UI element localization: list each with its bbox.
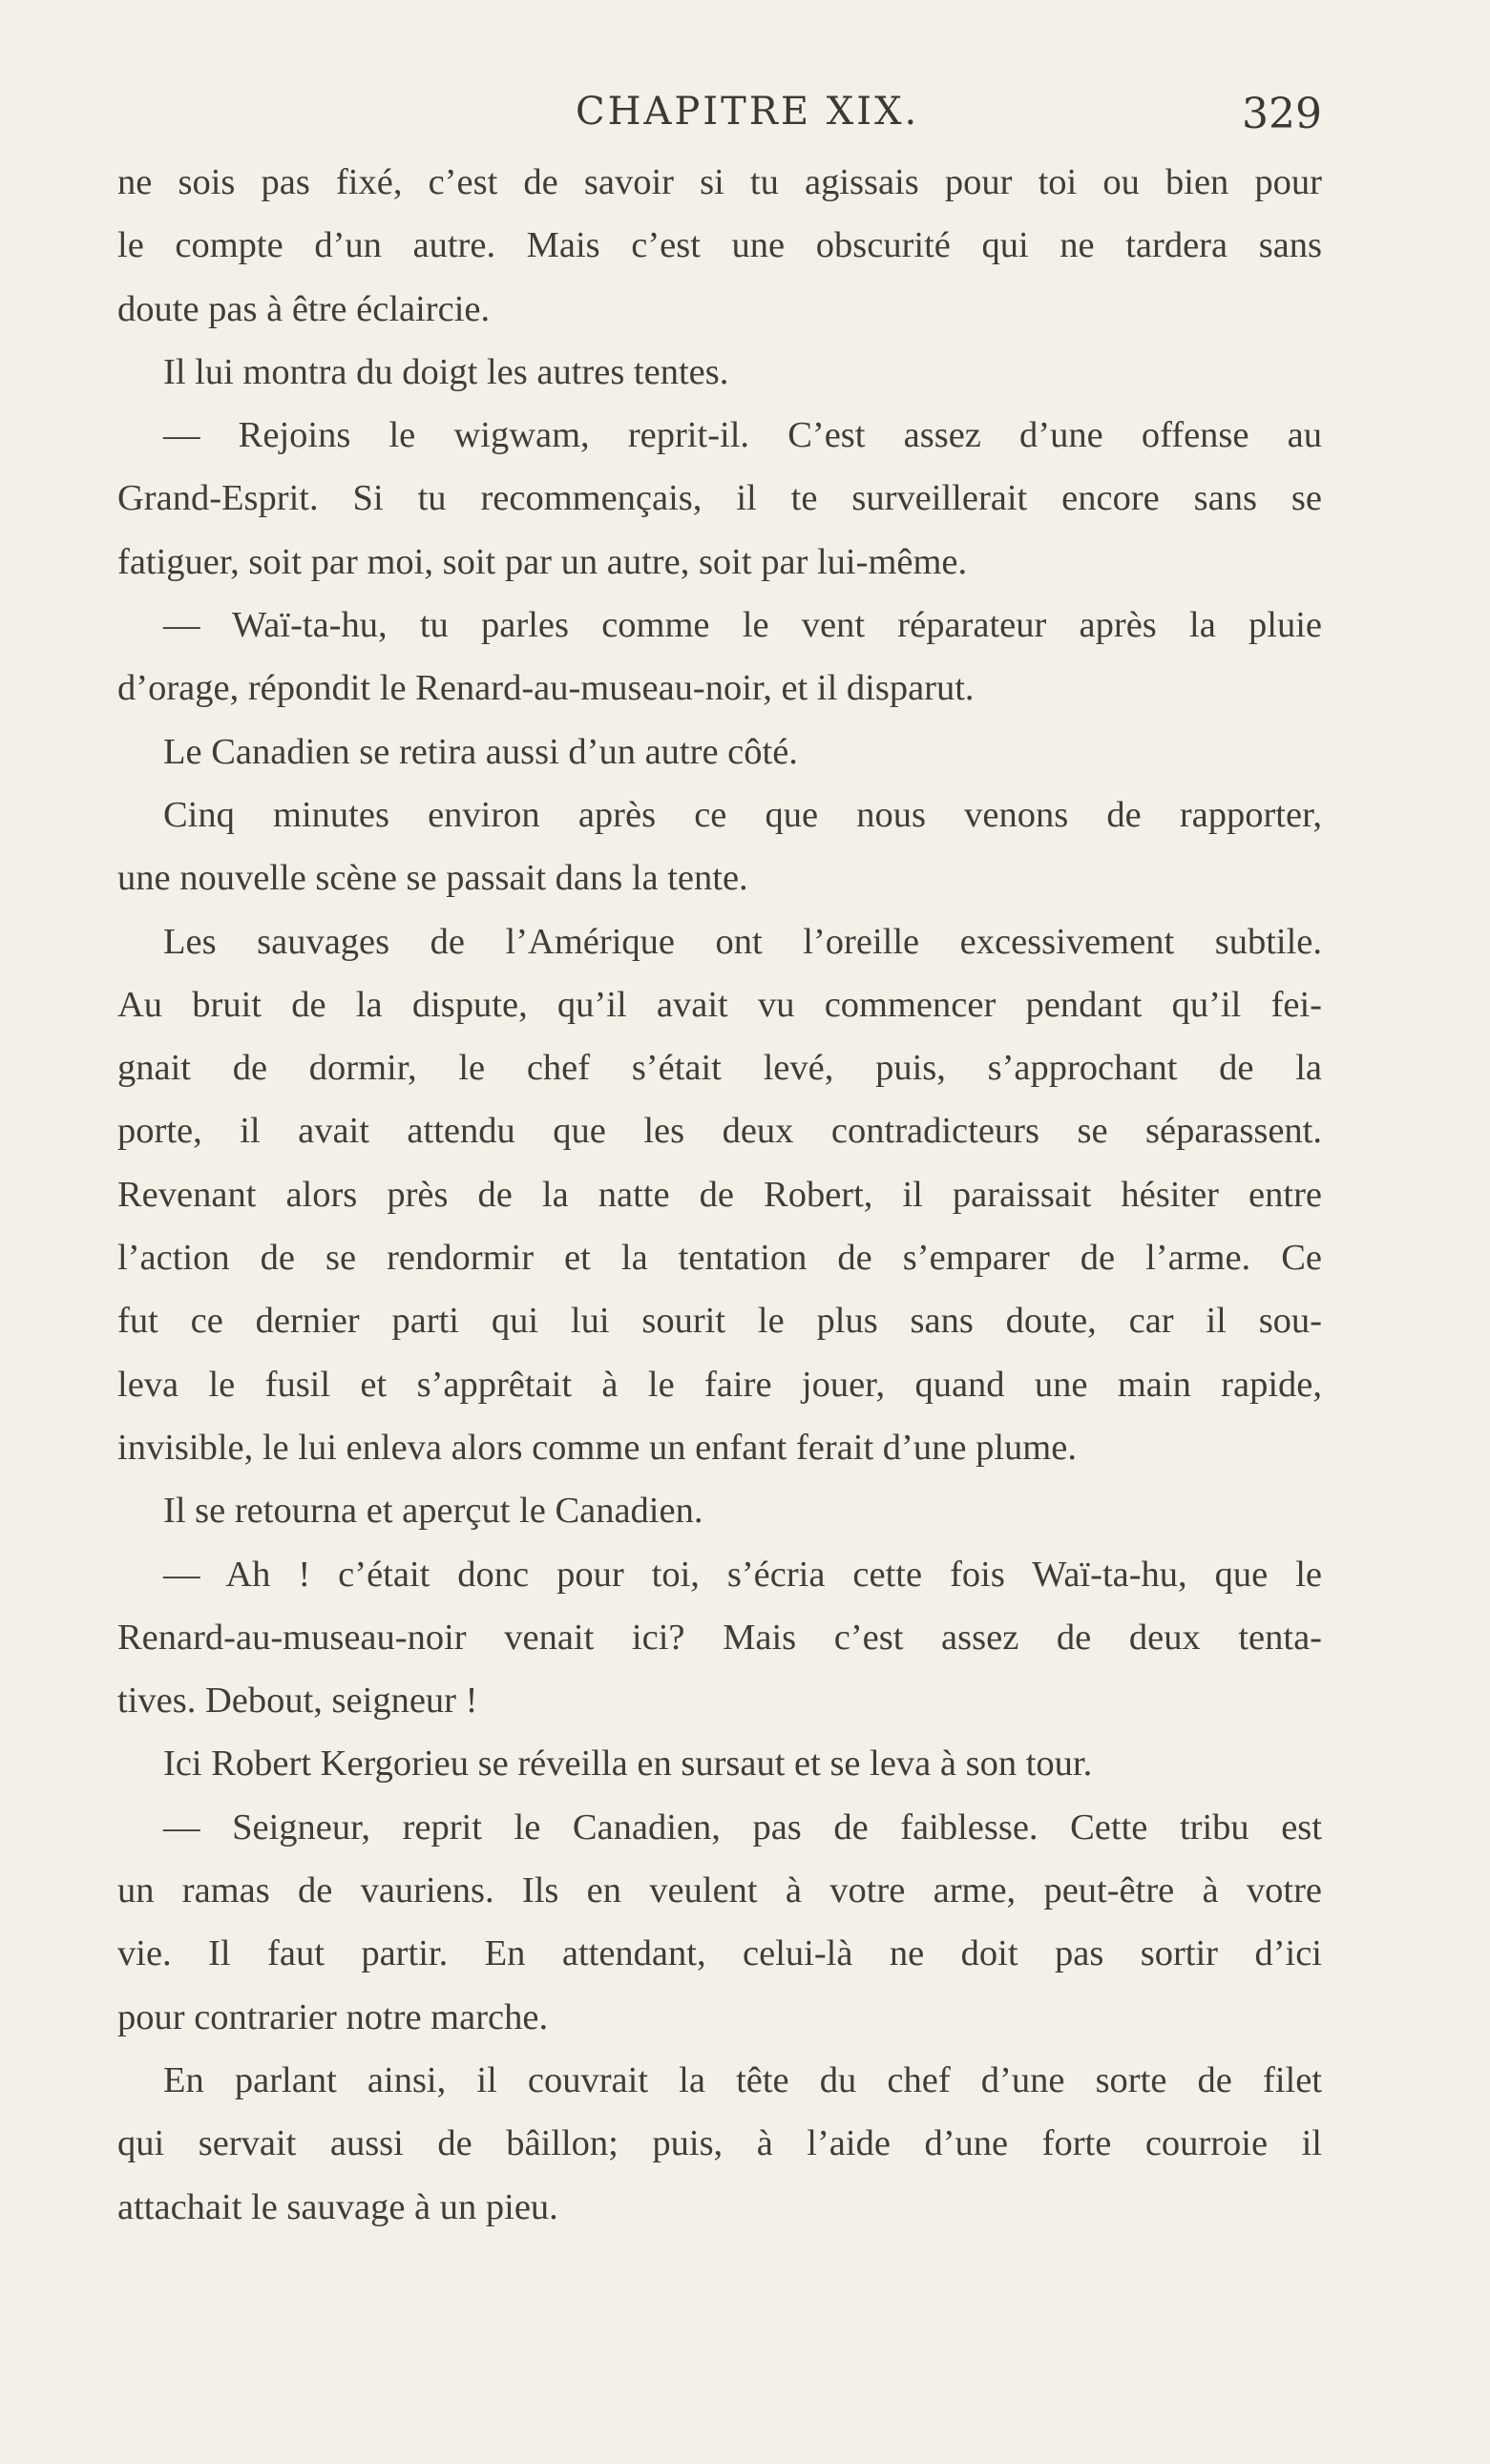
text-line: Au bruit de la dispute, qu’il avait vu commencer pendant qu’il fei- xyxy=(117,984,1322,1025)
text-line: fut ce dernier parti qui lui sourit le plus sans doute, car il sou- xyxy=(117,1301,1322,1342)
text-line: Revenant alors près de la natte de Robert, il paraissait hésiter entre xyxy=(117,1174,1322,1215)
text-line: le compte d’un autre. Mais c’est une obscurité qui ne tardera sans xyxy=(117,225,1322,266)
text-line: une nouvelle scène se passait dans la tente. xyxy=(117,858,748,899)
text-line: fatiguer, soit par moi, soit par un autre, soit par lui-même. xyxy=(117,541,968,582)
running-head: CHAPITRE XIX. xyxy=(576,90,920,134)
text-line: — Rejoins le wigwam, reprit-il. C’est assez d’une offense au xyxy=(163,415,1322,456)
text-line: Ici Robert Kergorieu se réveilla en sursaut et se leva à son tour. xyxy=(163,1744,1093,1785)
text-line: Les sauvages de l’Amérique ont l’oreille excessivement subtile. xyxy=(163,921,1322,962)
text-line: invisible, le lui enleva alors comme un enfant ferait d’une plume. xyxy=(117,1427,1077,1468)
text-line: — Ah ! c’était donc pour toi, s’écria cette fois Waï-ta-hu, que le xyxy=(163,1554,1322,1595)
text-line: ne sois pas fixé, c’est de savoir si tu agissais pour toi ou bien pour xyxy=(117,162,1322,202)
text-line: vie. Il faut partir. En attendant, celui-là ne doit pas sortir d’ici xyxy=(117,1933,1322,1974)
text-line: porte, il avait attendu que les deux contradicteurs se séparassent. xyxy=(117,1111,1322,1152)
text-line: tives. Debout, seigneur ! xyxy=(117,1681,478,1722)
text-line: d’orage, répondit le Renard-au-museau-noir, et il disparut. xyxy=(117,668,975,709)
text-line: Cinq minutes environ après ce que nous venons de rapporter, xyxy=(163,794,1322,835)
text-line: Il lui montra du doigt les autres tentes. xyxy=(163,351,729,392)
page-header xyxy=(117,90,1322,147)
text-line: gnait de dormir, le chef s’était levé, puis, s’approchant de la xyxy=(117,1048,1322,1089)
text-line: leva le fusil et s’apprêtait à le faire jouer, quand une main rapide, xyxy=(117,1364,1322,1405)
page-number: 329 xyxy=(1242,90,1322,138)
body-text xyxy=(117,151,1322,2239)
text-line: Grand-Esprit. Si tu recommençais, il te surveillerait encore sans se xyxy=(117,478,1322,519)
text-line: — Seigneur, reprit le Canadien, pas de faiblesse. Cette tribu est xyxy=(163,1806,1322,1848)
text-line: un ramas de vauriens. Ils en veulent à votre arme, peut-être à votre xyxy=(117,1870,1322,1911)
text-line: l’action de se rendormir et la tentation de s’emparer de l’arme. Ce xyxy=(117,1238,1322,1279)
text-line: qui servait aussi de bâillon; puis, à l’aide d’une forte courroie il xyxy=(117,2123,1322,2164)
text-line: Il se retourna et aperçut le Canadien. xyxy=(163,1491,703,1532)
text-line: attachait le sauvage à un pieu. xyxy=(117,2186,558,2227)
text-line: Le Canadien se retira aussi d’un autre côté. xyxy=(163,731,798,772)
text-line: doute pas à être éclaircie. xyxy=(117,288,491,329)
text-line: Renard-au-museau-noir venait ici? Mais c’est assez de deux tenta- xyxy=(117,1617,1322,1658)
text-line: — Waï-ta-hu, tu parles comme le vent réparateur après la pluie xyxy=(163,605,1322,646)
text-line: pour contrarier notre marche. xyxy=(117,1996,549,2037)
text-line: En parlant ainsi, il couvrait la tête du chef d’une sorte de filet xyxy=(163,2059,1322,2100)
